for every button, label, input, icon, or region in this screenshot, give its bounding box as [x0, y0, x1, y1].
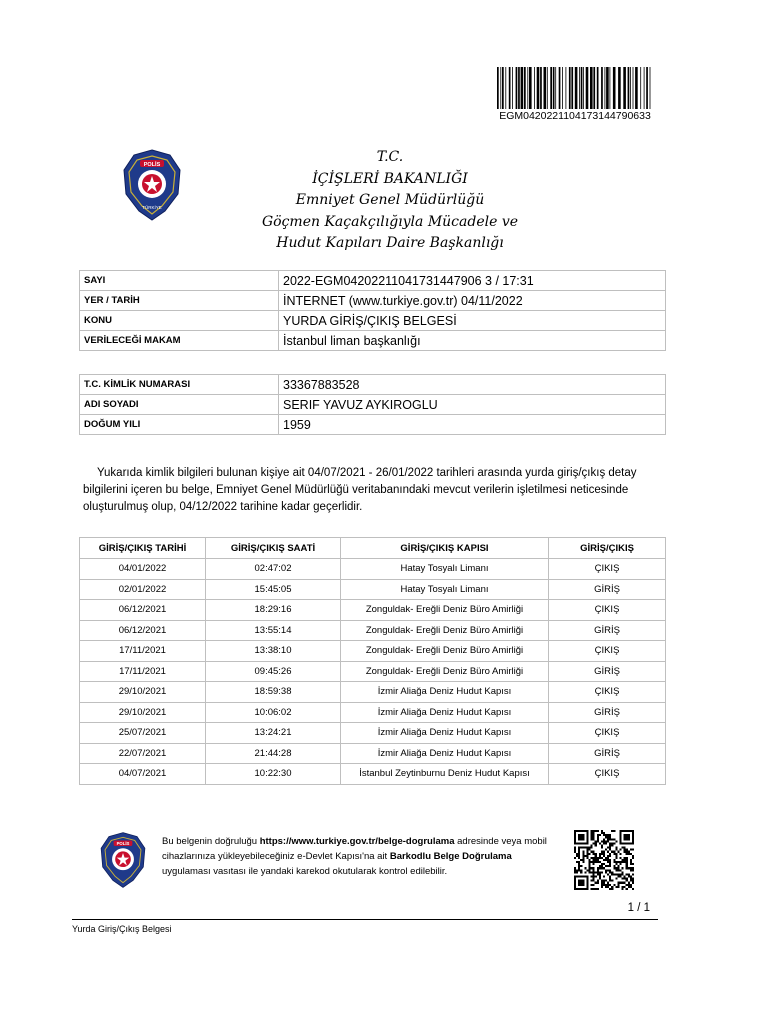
column-header: GİRİŞ/ÇIKIŞ [549, 538, 666, 559]
movement-time: 13:24:21 [206, 723, 341, 744]
document-info-table [79, 270, 666, 351]
table-row [80, 331, 666, 351]
movement-direction: GİRİŞ [549, 661, 666, 682]
table-row [80, 620, 666, 641]
footer-divider [72, 919, 658, 920]
movement-time: 15:45:05 [206, 579, 341, 600]
movement-gate: Hatay Tosyalı Limanı [341, 579, 549, 600]
table-row [80, 764, 666, 785]
movement-gate: İstanbul Zeytinburnu Deniz Hudut Kapısı [341, 764, 549, 785]
movement-gate: Zonguldak- Ereğli Deniz Büro Amirliği [341, 620, 549, 641]
table-row [80, 702, 666, 723]
header-line-department-2: Hudut Kapıları Daire Başkanlığı [276, 235, 504, 251]
table-row [80, 600, 666, 621]
movement-time: 18:59:38 [206, 682, 341, 703]
verify-text: Bu belgenin doğruluğu [162, 836, 260, 847]
movement-direction: ÇIKIŞ [549, 559, 666, 580]
verify-text: adresinde veya mobil cihazlarınıza yükleyebileceğiniz e-Devlet Kapısı'na ait [162, 836, 547, 862]
verification-note [162, 834, 562, 879]
person-info-value: SERIF YAVUZ AYKIROGLU [279, 395, 666, 415]
table-row [80, 661, 666, 682]
movement-gate: Zonguldak- Ereğli Deniz Büro Amirliği [341, 661, 549, 682]
table-row [80, 723, 666, 744]
movement-direction: ÇIKIŞ [549, 682, 666, 703]
movement-date: 04/07/2021 [80, 764, 206, 785]
header-line-tc: T.C. [376, 149, 404, 165]
table-header-row [80, 538, 666, 559]
person-info-label: ADI SOYADI [80, 395, 279, 415]
movement-direction: ÇIKIŞ [549, 641, 666, 662]
movement-gate: Zonguldak- Ereğli Deniz Büro Amirliği [341, 600, 549, 621]
table-row [80, 395, 666, 415]
doc-info-label: KONU [80, 311, 279, 331]
table-row [80, 579, 666, 600]
movement-gate: İzmir Aliağa Deniz Hudut Kapısı [341, 743, 549, 764]
movement-date: 06/12/2021 [80, 600, 206, 621]
column-header: GİRİŞ/ÇIKIŞ TARİHİ [80, 538, 206, 559]
movement-date: 02/01/2022 [80, 579, 206, 600]
movement-date: 25/07/2021 [80, 723, 206, 744]
movement-time: 21:44:28 [206, 743, 341, 764]
verify-url-link[interactable]: https://www.turkiye.gov.tr/belge-dogrulama [259, 836, 455, 847]
movement-direction: ÇIKIŞ [549, 764, 666, 785]
person-info-table [79, 374, 666, 435]
movement-date: 17/11/2021 [80, 661, 206, 682]
movement-direction: GİRİŞ [549, 579, 666, 600]
entry-exit-table [79, 537, 666, 785]
person-info-value: 33367883528 [279, 375, 666, 395]
movement-date: 17/11/2021 [80, 641, 206, 662]
barcode-image [497, 67, 652, 109]
verify-app-name: Barkodlu Belge Doğrulama [389, 851, 512, 862]
header-line-department-1: Göçmen Kaçakçılığıyla Mücadele ve [261, 213, 519, 230]
header-line-ministry: İÇİŞLERİ BAKANLIĞI [312, 170, 468, 187]
logo-bottom-text: TÜRKİYE [142, 205, 162, 210]
movement-time: 02:47:02 [206, 559, 341, 580]
barcode-number: EGM0420221104173144790633 [499, 110, 651, 122]
movement-date: 29/10/2021 [80, 702, 206, 723]
movement-time: 10:06:02 [206, 702, 341, 723]
movement-time: 13:55:14 [206, 620, 341, 641]
movement-direction: GİRİŞ [549, 743, 666, 764]
table-row [80, 271, 666, 291]
qr-code-image [574, 830, 634, 890]
validity-paragraph-text: Yukarıda kimlik bilgileri bulunan kişiye ait 04/07/2021 - 26/01/2022 tarihleri arasında yurda giriş/çıkış detay bilgilerini içeren bu belge, Emniyet Genel Müdürlüğü veritabanındaki mevcut verilerin işletilmesi neticesinde oluşturulmuş olup, 04/12/2022 tarihine kadar geçerlidir. [83, 467, 637, 513]
table-row [80, 682, 666, 703]
doc-info-value: 2022-EGM04202211041731447906 3 / 17:31 [279, 271, 666, 291]
document-header [230, 147, 550, 255]
movement-time: 10:22:30 [206, 764, 341, 785]
table-row [80, 311, 666, 331]
movement-date: 06/12/2021 [80, 620, 206, 641]
movement-gate: İzmir Aliağa Deniz Hudut Kapısı [341, 723, 549, 744]
table-row [80, 415, 666, 435]
movement-date: 04/01/2022 [80, 559, 206, 580]
verify-text: uygulaması vasıtası ile yandaki karekod okutularak kontrol edilebilir. [162, 866, 448, 877]
doc-info-label: YER / TARİH [80, 291, 279, 311]
table-row [80, 641, 666, 662]
doc-info-label: VERİLECEĞİ MAKAM [80, 331, 279, 351]
logo-top-text: POLİS [143, 162, 161, 168]
doc-info-value: İstanbul liman başkanlığı [279, 331, 666, 351]
table-row [80, 743, 666, 764]
column-header: GİRİŞ/ÇIKIŞ SAATİ [206, 538, 341, 559]
movement-direction: GİRİŞ [549, 702, 666, 723]
doc-info-value: İNTERNET (www.turkiye.gov.tr) 04/11/2022 [279, 291, 666, 311]
movement-direction: ÇIKIŞ [549, 723, 666, 744]
doc-info-value: YURDA GİRİŞ/ÇIKIŞ BELGESİ [279, 311, 666, 331]
movement-gate: Zonguldak- Ereğli Deniz Büro Amirliği [341, 641, 549, 662]
movement-gate: İzmir Aliağa Deniz Hudut Kapısı [341, 702, 549, 723]
table-row [80, 559, 666, 580]
person-info-label: T.C. KİMLİK NUMARASI [80, 375, 279, 395]
movement-direction: ÇIKIŞ [549, 600, 666, 621]
header-line-directorate: Emniyet Genel Müdürlüğü [295, 192, 485, 208]
movement-direction: GİRİŞ [549, 620, 666, 641]
person-info-label: DOĞUM YILI [80, 415, 279, 435]
person-info-value: 1959 [279, 415, 666, 435]
movement-gate: İzmir Aliağa Deniz Hudut Kapısı [341, 682, 549, 703]
police-logo [120, 148, 184, 222]
police-logo-small [98, 830, 148, 890]
movement-gate: Hatay Tosyalı Limanı [341, 559, 549, 580]
movement-time: 09:45:26 [206, 661, 341, 682]
footer-label: Yurda Giriş/Çıkış Belgesi [72, 924, 172, 934]
movement-date: 22/07/2021 [80, 743, 206, 764]
doc-info-label: SAYI [80, 271, 279, 291]
movement-time: 13:38:10 [206, 641, 341, 662]
table-row [80, 291, 666, 311]
table-row [80, 375, 666, 395]
logo-top-text: POLİS [116, 841, 130, 847]
page-number: 1 / 1 [627, 902, 650, 914]
movement-date: 29/10/2021 [80, 682, 206, 703]
column-header: GİRİŞ/ÇIKIŞ KAPISI [341, 538, 549, 559]
movement-time: 18:29:16 [206, 600, 341, 621]
validity-paragraph [83, 465, 683, 516]
